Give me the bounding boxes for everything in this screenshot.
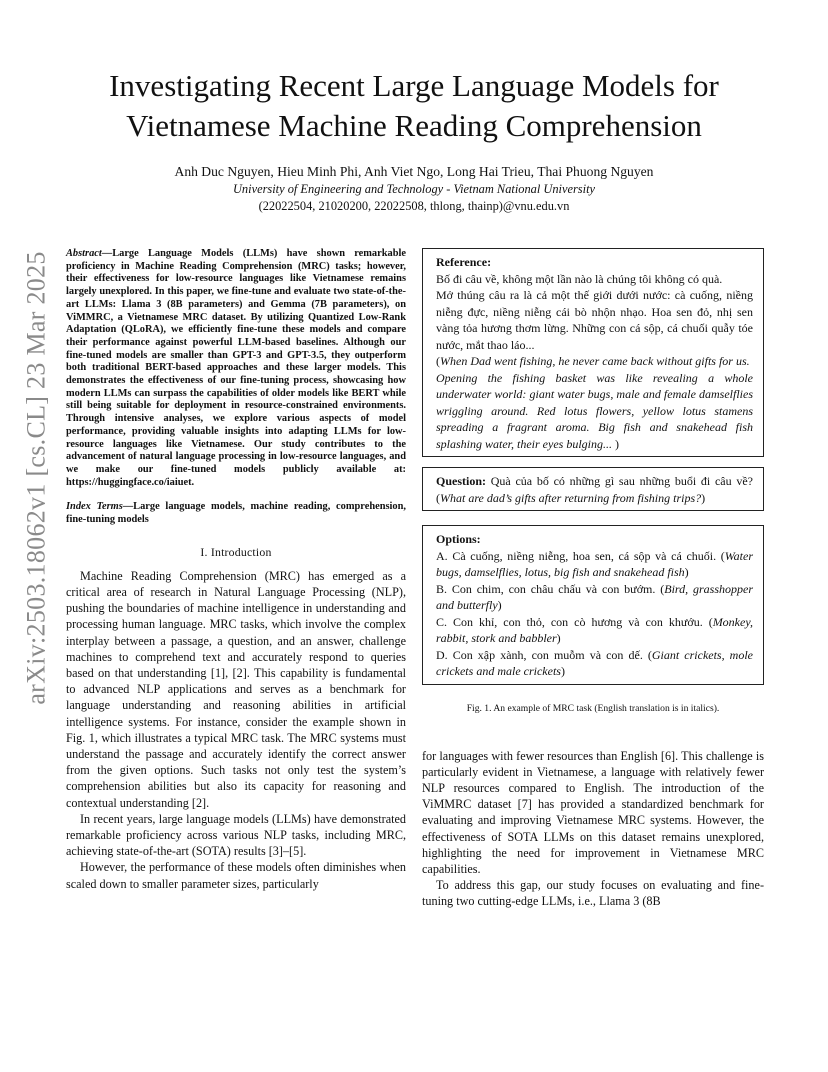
reference-box: Reference: Bố đi câu về, không một lần nào là chúng tôi không có quà. Mở thúng câu ra là cả một thế giới dưới nước: cà cuống, niềng niễng đực, niềng niễng cái bò nhộn nhạo. Hoa sen đỏ, nhị sen vàng tỏa hương thơm lừng. Những con cá sộp, cá chuối quẫy tóe nước, mắt thao láo... (When Dad went fishing, he never came back without gifts for us. Opening the fishing basket was like revealing a whole underwater world: giant water bugs, male and female damselflies wriggling around. Red lotus flowers, yellow lotus stamens spreading a fragrant aroma. Big fish and snakehead fish splashing water, their eyes bulging... ) — [422, 248, 764, 457]
option-b: B. Con chim, con châu chấu và con bướm. (Bird, grasshopper and butterfly) — [436, 581, 753, 612]
author-list: Anh Duc Nguyen, Hieu Minh Phi, Anh Viet Ngo, Long Hai Trieu, Thai Phuong Nguyen — [174, 164, 654, 179]
option-c-en: Monkey, rabbit, stork and babbler — [436, 614, 753, 645]
abstract — [66, 248, 406, 489]
options-box — [422, 525, 764, 685]
index-terms — [66, 501, 406, 526]
section-heading-introduction: I. Introduction — [200, 544, 272, 559]
intro-paragraph-3: However, the performance of these models often diminishes when scaled down to smaller parameter sizes, particularly — [66, 860, 406, 891]
option-a-vi: A. Cà cuống, niềng niễng, hoa sen, cá sộp và cá chuối. — [436, 548, 717, 563]
right-paragraph-2: To address this gap, our study focuses on evaluating and fine-tuning two cutting-edge LLMs, i.e., Llama 3 (8B — [422, 878, 764, 909]
option-b-vi: B. Con chim, con châu chấu và con bướm. — [436, 581, 656, 596]
question-vi: Quà của bố có những gì sau những buổi đi câu về? — [490, 474, 754, 488]
question-box: Question: Quà của bố có những gì sau những buổi đi câu về? (What are dad’s gifts after returning from fishing trips?) — [422, 467, 764, 511]
question-label: Question: — [436, 474, 487, 488]
arxiv-id: arXiv:2503.18062v1 [cs.CL] 23 Mar 2025 — [22, 250, 51, 705]
reference-en-1: When Dad went fishing, he never came back without gifts for us. — [440, 354, 750, 368]
index-terms-label: Index Terms — [66, 501, 123, 513]
right-paragraph-1: for languages with fewer resources than English [6]. This challenge is particularly evident in Vietnamese, a language with relatively fewer NLP resources compared to English. The introduction of the ViMMRC dataset [7] has provided a standardized benchmark for evaluating and improving Vietnamese MRC systems. However, the effectiveness of SOTA LLMs on this dataset remains unexplored, highlighting the need for improvement in Vietnamese MRC capabilities. — [422, 748, 764, 876]
right-column — [422, 248, 764, 910]
option-d-vi: D. Con xập xành, con muỗm và con dế. — [436, 647, 643, 662]
reference-vi-2: Mở thúng câu ra là cả một thế giới dưới nước: cà cuống, niềng niễng đực, niềng niễng cái bò nhộn nhạo. Hoa sen đỏ, nhị sen vàng tỏa hương thơm lừng. Những con cá sộp, cá chuối quẫy tóe nước, mắt thao láo... — [436, 288, 753, 352]
reference-label: Reference: — [436, 255, 492, 269]
abstract-text: —Large Language Models (LLMs) have shown remarkable proficiency in Machine Reading Comprehension (MRC) tasks; however, their effectiveness for low-resource languages like Vietnamese remains largely unexplored. In this paper, we fine-tune and evaluate two state-of-the-art LLMs: Llama 3 (8B parameters) and Gemma (7B parameters), on ViMMRC, a Vietnamese MRC dataset. By utilizing Quantized Low-Rank Adaptation (QLoRA), we efficiently fine-tune these models and compare their performance against powerful LLM-based baselines. Although our fine-tuned models are smaller than GPT-3 and GPT-3.5, they outperform both traditional BERT-based approaches and these larger models. This demonstrates the effectiveness of our fine-tuning process, showcasing how modern LLMs can surpass the capabilities of older models like BERT while still being suitable for deployment in resource-constrained environments. Through intensive analyses, we explore various aspects of model performance, providing valuable insights into adapting LLMs for low-resource languages like Vietnamese. Our study contributes to the advancement of natural language processing in low-resource languages, and we make our fine-tuned models publicly available at: https://huggingface.co/iaiuet. — [66, 248, 406, 488]
intro-paragraph-1: Machine Reading Comprehension (MRC) has emerged as a critical area of research in Natural Language Processing (NLP), pushing the boundaries of machine intelligence in understanding and processing human language. MRC tasks, which involve the complex interplay between a passage, a question, and an answer, challenge machines to comprehend text and accurately respond to queries based on that understanding [1], [2]. This capability is fundamental to advanced NLP applications and serves as a benchmark for language understanding and reasoning abilities in artificial intelligence systems. For instance, consider the example shown in Fig. 1, which illustrates a typical MRC task. The MRC systems must understand the passage and accurately identify the correct answer from the given options. Such tasks not only test the system’s comprehension abilities but also its capacity for reasoning and contextual understanding [2]. — [66, 568, 406, 810]
affiliation: University of Engineering and Technology - Vietnam National University — [232, 182, 596, 196]
title-line-1: Investigating Recent Large Language Models for — [109, 68, 719, 103]
author-emails: (22022504, 21020200, 22022508, thlong, thainp)@vnu.edu.vn — [258, 199, 570, 213]
title-line-2: Vietnamese Machine Reading Comprehension — [126, 108, 702, 143]
option-c-vi: C. Con khỉ, con thỏ, con cò hương và con khướu. — [436, 614, 703, 629]
option-a: A. Cà cuống, niềng niễng, hoa sen, cá sộp và cá chuối. (Water bugs, damselflies, lotus, big fish and snakehead fish) — [436, 548, 753, 579]
question-en: What are dad’s gifts after returning from fishing trips? — [440, 490, 702, 505]
option-b-en: Bird, grasshopper and butterfly — [436, 581, 753, 612]
paper-title — [60, 66, 768, 146]
arxiv-identifier-stamp — [20, 250, 54, 705]
reference-vi-1: Bố đi câu về, không một lần nào là chúng tôi không có quà. — [436, 271, 723, 286]
option-a-en: Water bugs, damselflies, lotus, big fish and snakehead fish — [436, 548, 753, 579]
figure-caption: Fig. 1. An example of MRC task (English translation is in italics). — [466, 702, 720, 714]
option-d: D. Con xập xành, con muỗm và con dế. (Giant crickets, mole crickets and male crickets) — [436, 647, 753, 678]
reference-en-2: Opening the fishing basket was like revealing a whole underwater world: giant water bugs, male and female damselflies wriggling around. Red lotus flowers, yellow lotus stamens spreading a fragrant aroma. Big fish and snakehead fish splashing water, their eyes bulging... — [436, 370, 753, 451]
option-d-en: Giant crickets, mole crickets and male crickets — [436, 647, 753, 678]
left-column — [66, 248, 406, 892]
options-label: Options: — [436, 532, 481, 546]
index-terms-text: —Large language models, machine reading, comprehension, fine-tuning models — [66, 501, 406, 526]
abstract-label: Abstract — [66, 248, 102, 259]
option-c: C. Con khỉ, con thỏ, con cò hương và con khướu. (Monkey, rabbit, stork and babbler) — [436, 614, 753, 645]
intro-paragraph-2: In recent years, large language models (LLMs) have demonstrated remarkable proficiency across various NLP tasks, including MRC, achieving state-of-the-art (SOTA) results [3]–[5]. — [66, 811, 406, 859]
